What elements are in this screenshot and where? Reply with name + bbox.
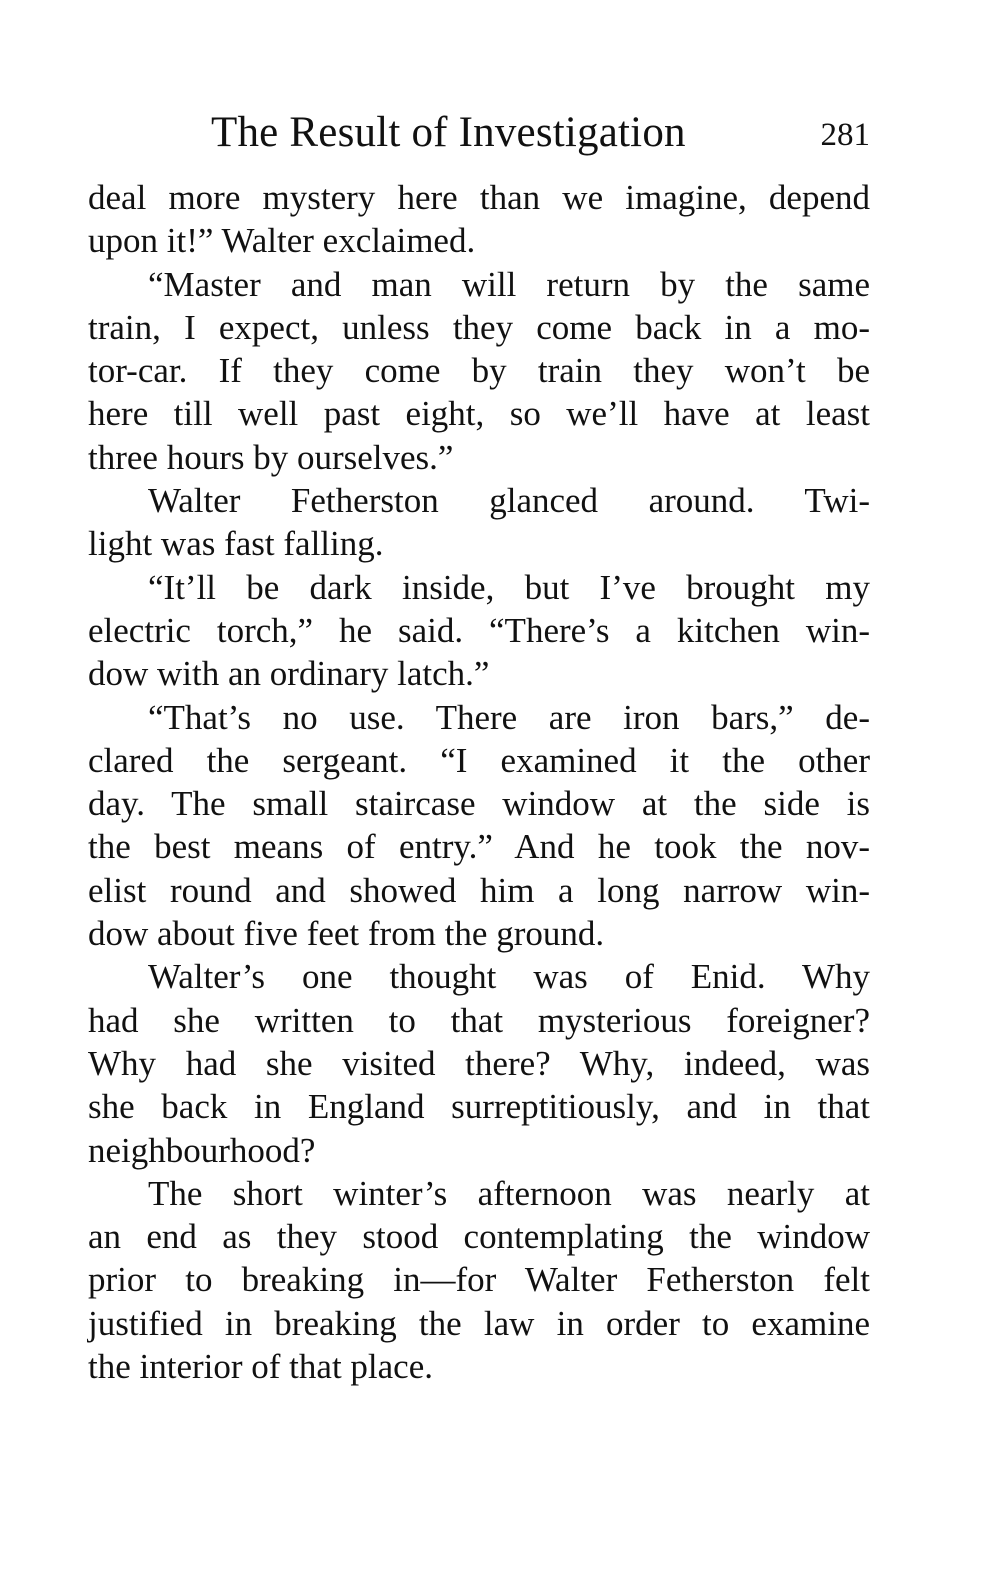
text-line: day. The small staircase window at the side is bbox=[88, 784, 870, 824]
text-line: Walter’s one thought was of Enid. Why bbox=[148, 957, 870, 997]
text-line: “That’s no use. There are iron bars,” de- bbox=[148, 697, 870, 737]
text-line: “It’ll be dark inside, but I’ve brought my bbox=[148, 567, 870, 607]
text-line: the best means of entry.” And he took the nov- bbox=[88, 827, 870, 867]
text-line: Walter Fetherston glanced around. Twi- bbox=[148, 481, 870, 521]
page-number: 281 bbox=[820, 117, 870, 153]
text-line: had she written to that mysterious foreigner? bbox=[88, 1000, 870, 1040]
text-line: The short winter’s afternoon was nearly at bbox=[148, 1173, 870, 1213]
body-text bbox=[88, 176, 870, 1388]
text-line: clared the sergeant. “I examined it the other bbox=[88, 740, 870, 780]
text-line: deal more mystery here than we imagine, depend bbox=[88, 178, 870, 217]
text-line: upon it!” Walter exclaimed. bbox=[88, 221, 476, 261]
text-line: Why had she visited there? Why, indeed, was bbox=[88, 1043, 870, 1083]
page-header bbox=[88, 103, 870, 167]
text-line: dow with an ordinary latch.” bbox=[88, 654, 490, 694]
text-line: an end as they stood contemplating the window bbox=[88, 1217, 870, 1257]
text-line: “Master and man will return by the same bbox=[148, 264, 870, 304]
text-line: electric torch,” he said. “There’s a kitchen win- bbox=[88, 610, 870, 650]
text-line: prior to breaking in—for Walter Fetherston felt bbox=[88, 1260, 870, 1300]
text-line: dow about five feet from the ground. bbox=[88, 914, 605, 954]
text-line: elist round and showed him a long narrow win- bbox=[88, 870, 870, 910]
running-title: The Result of Investigation bbox=[211, 109, 686, 156]
text-line: here till well past eight, so we’ll have at least bbox=[88, 394, 870, 434]
text-line: tor-car. If they come by train they won’t be bbox=[88, 351, 870, 391]
text-line: neighbourhood? bbox=[88, 1130, 316, 1170]
text-line: she back in England surreptitiously, and in that bbox=[88, 1087, 870, 1127]
text-line: justified in breaking the law in order to examine bbox=[88, 1303, 870, 1343]
text-line: train, I expect, unless they come back in a mo- bbox=[88, 307, 870, 347]
text-line: light was fast falling. bbox=[88, 524, 384, 564]
text-line: three hours by ourselves.” bbox=[88, 437, 454, 477]
text-line: the interior of that place. bbox=[88, 1347, 433, 1387]
